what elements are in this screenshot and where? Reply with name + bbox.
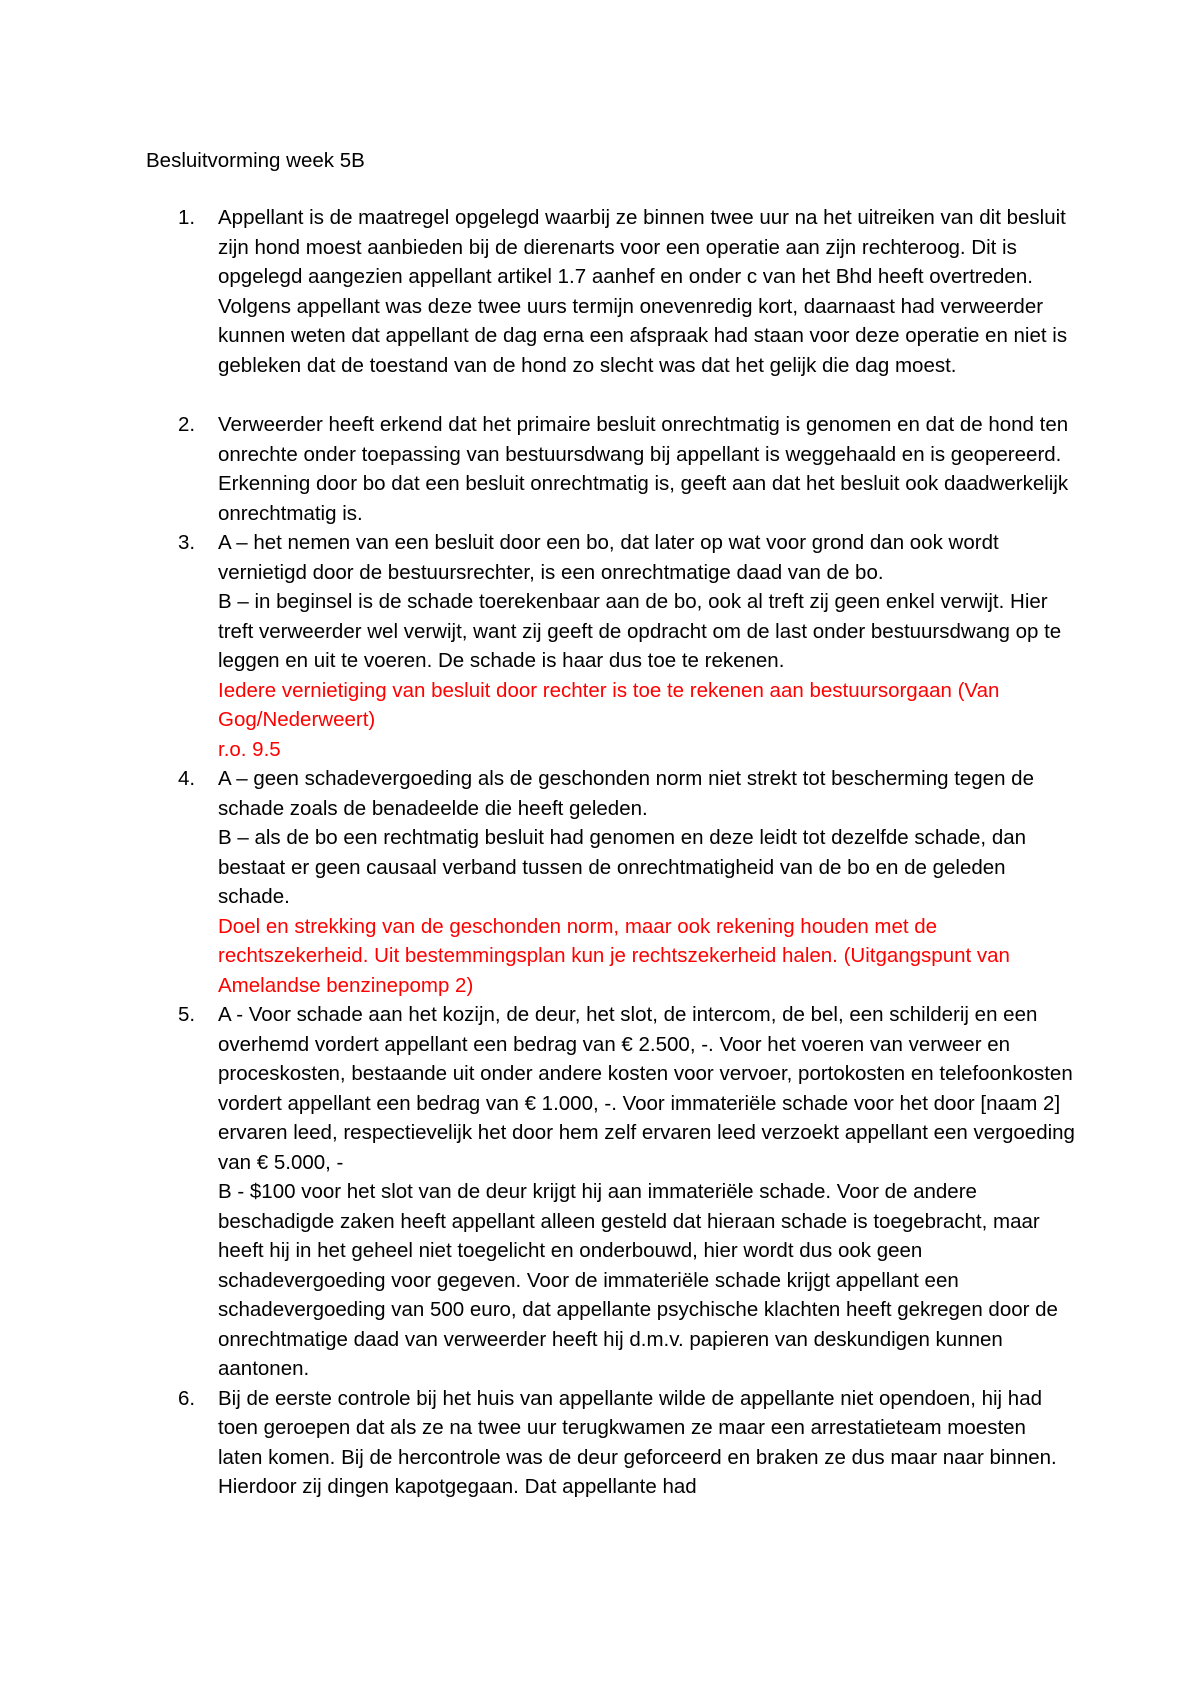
teacher-note: Iedere vernietiging van besluit door rechter is toe te rekenen aan bestuursorgaan (Van Gog/Nederweert) bbox=[218, 678, 1000, 731]
item-number: 4. bbox=[178, 767, 196, 790]
item-paragraph: Bij de eerste controle bij het huis van appellante wilde de appellante niet opendoen, hij had toen geroepen dat als ze na twee uur terugkwamen ze maar een arrestatieteam moesten laten komen. Bij de hercontrole was de deur geforceerd en braken ze dus maar naar binnen. Hierdoor zij dingen kapotgegaan. Dat appellante had bbox=[218, 1386, 1057, 1498]
document-title: Besluitvorming week 5B bbox=[146, 149, 365, 172]
list-item-5 bbox=[146, 1000, 1076, 1384]
list-item-1 bbox=[146, 203, 1076, 380]
item-paragraph-b: B - $100 voor het slot van de deur krijgt hij aan immateriële schade. Voor de andere beschadigde zaken heeft appellant alleen gesteld dat hieraan schade is toegebracht, maar heeft hij in het geheel niet toegelicht en onderbouwd, hier wordt dus ook geen schadevergoeding voor gegeven. Voor de immateriële schade krijgt appellant een schadevergoeding van 500 euro, dat appellante psychische klachten heeft gekregen door de onrechtmatige daad van verweerder heeft hij d.m.v. papieren van deskundigen kunnen aantonen. bbox=[218, 1180, 1058, 1380]
item-paragraph-a: A – geen schadevergoeding als de geschonden norm niet strekt tot bescherming tegen de schade zoals de benadeelde die heeft geleden. bbox=[218, 767, 1034, 820]
list-item-6 bbox=[146, 1384, 1076, 1502]
list-item-2 bbox=[146, 410, 1076, 528]
item-paragraph: Appellant is de maatregel opgelegd waarbij ze binnen twee uur na het uitreiken van dit besluit zijn hond moest aanbieden bij de dierenarts voor een operatie aan zijn rechteroog. Dit is opgelegd aangezien appellant artikel 1.7 aanhef en onder c van het Bhd heeft overtreden. Volgens appellant was deze twee uurs termijn onevenredig kort, daarnaast had verweerder kunnen weten dat appellant de dag erna een afspraak had staan voor deze operatie en niet is gebleken dat de toestand van de hond zo slecht was dat het gelijk die dag moest. bbox=[218, 206, 1068, 377]
item-number: 2. bbox=[178, 413, 196, 436]
item-number: 3. bbox=[178, 531, 196, 554]
list-item-4 bbox=[146, 764, 1076, 1000]
item-paragraph-a: A – het nemen van een besluit door een bo, dat later op wat voor grond dan ook wordt vernietigd door de bestuursrechter, is een onrechtmatige daad van de bo. bbox=[218, 531, 999, 584]
item-paragraph: Verweerder heeft erkend dat het primaire besluit onrechtmatig is genomen en dat de hond ten onrechte onder toepassing van bestuursdwang bij appellant is weggehaald en is geopereerd. Erkenning door bo dat een besluit onrechtmatig is, geeft aan dat het besluit ook daadwerkelijk onrechtmatig is. bbox=[218, 413, 1069, 525]
item-number: 1. bbox=[178, 206, 196, 229]
teacher-note-reference: r.o. 9.5 bbox=[218, 737, 281, 761]
item-paragraph-b: B – in beginsel is de schade toerekenbaar aan de bo, ook al treft zij geen enkel verwijt. Hier treft verweerder wel verwijt, want zij geeft de opdracht om de last onder bestuursdwang op te leggen en uit te voeren. De schade is haar dus toe te rekenen. bbox=[218, 590, 1062, 672]
list-item-3 bbox=[146, 528, 1076, 764]
teacher-note: Doel en strekking van de geschonden norm, maar ook rekening houden met de rechtszekerheid. Uit bestemmingsplan kun je rechtszekerheid halen. (Uitgangspunt van Amelandse benzinepomp 2) bbox=[218, 914, 1010, 997]
item-paragraph-b: B – als de bo een rechtmatig besluit had genomen en deze leidt tot dezelfde schade, dan bestaat er geen causaal verband tussen de onrechtmatigheid van de bo en de geleden schade. bbox=[218, 826, 1027, 908]
item-number: 5. bbox=[178, 1003, 196, 1026]
item-number: 6. bbox=[178, 1386, 196, 1410]
item-paragraph-a: A - Voor schade aan het kozijn, de deur, het slot, de intercom, de bel, een schilderij en een overhemd vordert appellant een bedrag van € 2.500, -. Voor het voeren van verweer en proceskosten, bestaande uit onder andere kosten voor vervoer, portokosten en telefoonkosten vordert appellant een bedrag van € 1.000, -. Voor immateriële schade voor het door [naam 2] ervaren leed, respectievelijk het door hem zelf ervaren leed verzoekt appellant een vergoeding van € 5.000, - bbox=[218, 1003, 1075, 1174]
answer-list bbox=[146, 203, 1076, 1502]
